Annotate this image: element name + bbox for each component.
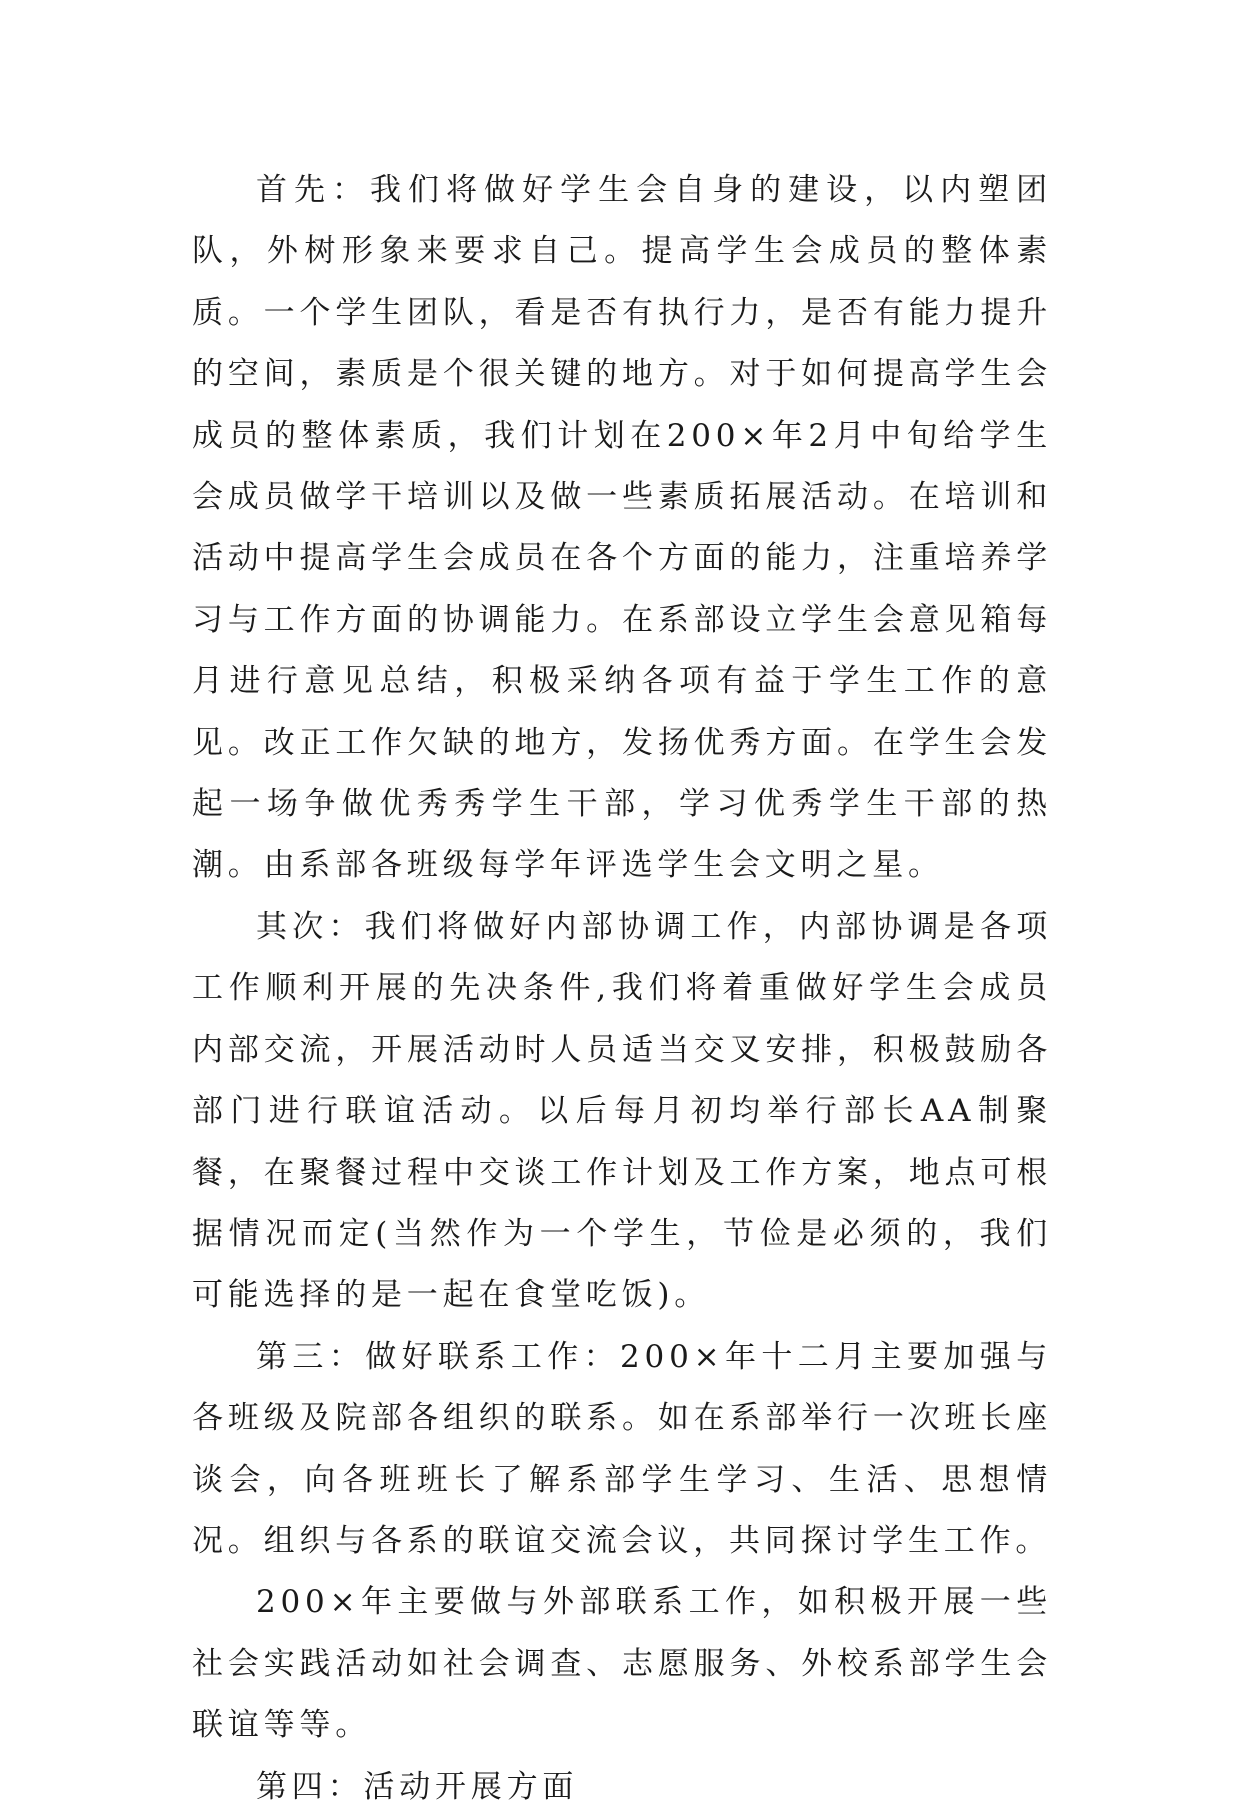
paragraph-activities-heading: 第四：活动开展方面: [256, 1768, 579, 1805]
paragraph-liaison-work: 第三：做好联系工作：200×年十二月主要加强与各班级及院部各组织的联系。如在系部举行一次班长座谈会，向各班班长了解系部学生学习、生活、思想情况。组织与各系的联谊交流会议，共同探讨学生工作。: [192, 1338, 1052, 1559]
paragraph-external-liaison: 200×年主要做与外部联系工作，如积极开展一些社会实践活动如社会调查、志愿服务、外校系部学生会联谊等等。: [192, 1584, 1052, 1744]
paragraph-self-building: 首先：我们将做好学生会自身的建设，以内塑团队，外树形象来要求自己。提高学生会成员的整体素质。一个学生团队，看是否有执行力，是否有能力提升的空间，素质是个很关键的地方。对于如何提高学生会成员的整体素质，我们计划在200×年2月中旬给学生会成员做学干培训以及做一些素质拓展活动。在培训和活动中提高学生会成员在各个方面的能力，注重培养学习与工作方面的协调能力。在系部设立学生会意见箱每月进行意见总结，积极采纳各项有益于学生工作的意见。改正工作欠缺的地方，发扬优秀方面。在学生会发起一场争做优秀秀学生干部，学习优秀学生干部的热潮。由系部各班级每学年评选学生会文明之星。: [192, 172, 1052, 884]
document-body: [192, 160, 1052, 1818]
paragraph-internal-coordination: 其次：我们将做好内部协调工作，内部协调是各项工作顺利开展的先决条件,我们将着重做好学生会成员内部交流，开展活动时人员适当交叉安排，积极鼓励各部门进行联谊活动。以后每月初均举行部长AA制聚餐，在聚餐过程中交谈工作计划及工作方案，地点可根据情况而定(当然作为一个学生，节俭是必须的，我们可能选择的是一起在食堂吃饭)。: [192, 908, 1052, 1314]
